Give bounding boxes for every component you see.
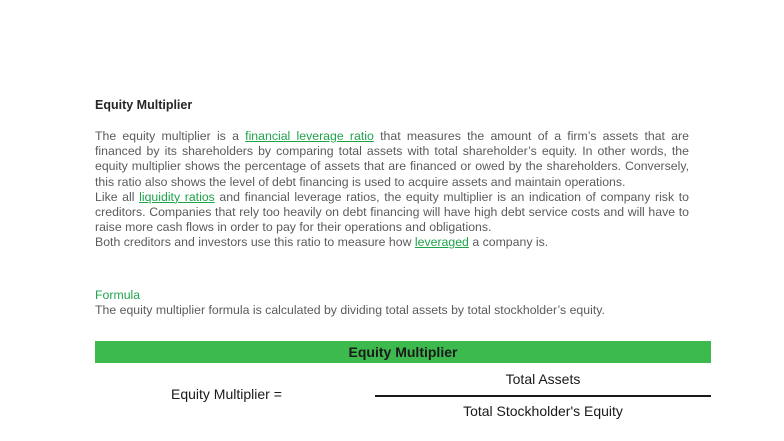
usage-text-start: Both creditors and investors use this ratio to measure how (95, 235, 415, 250)
liquidity-ratios-link[interactable]: liquidity ratios (139, 189, 215, 204)
formula-description: The equity multiplier formula is calculated by dividing total assets by total stockholder’s equity. (95, 303, 605, 317)
fraction-bar (375, 395, 711, 397)
financial-leverage-ratio-link[interactable]: financial leverage ratio (245, 129, 374, 143)
formula-numerator: Total Assets (505, 371, 581, 387)
page-title: Equity Multiplier (95, 98, 193, 112)
leveraged-link[interactable]: leveraged (414, 235, 469, 250)
article-body (95, 129, 689, 251)
formula-denominator: Total Stockholder's Equity (463, 403, 623, 419)
intro-paragraph (95, 129, 689, 190)
intro-text-end: that measures the amount of a firm’s assets that are financed by its shareholders by comparing total assets with total shareholder’s equity. In other words, the equity multiplier shows the percentage of assets that are financed or owed by the shareholders. Conversely, this ratio also shows the level of debt financing is used to acquire assets and maintain operations. (95, 129, 689, 189)
risk-paragraph (95, 190, 689, 236)
formula-banner-title: Equity Multiplier (348, 344, 458, 360)
usage-text-end: a company is. (468, 235, 549, 250)
formula-banner (95, 341, 711, 363)
intro-text-start: The equity multiplier is a (95, 129, 246, 143)
formula-left-side: Equity Multiplier = (171, 386, 282, 402)
risk-text-start: Like all (95, 189, 140, 204)
usage-paragraph (95, 235, 689, 250)
risk-text-end: and financial leverage ratios, the equity multiplier is an indication of company risk to creditors. Companies that rely too heavily on debt financing will have high debt service costs and will have to raise more cash flows in order to pay for their operations and obligations. (95, 189, 689, 235)
formula-heading: Formula (95, 288, 141, 302)
